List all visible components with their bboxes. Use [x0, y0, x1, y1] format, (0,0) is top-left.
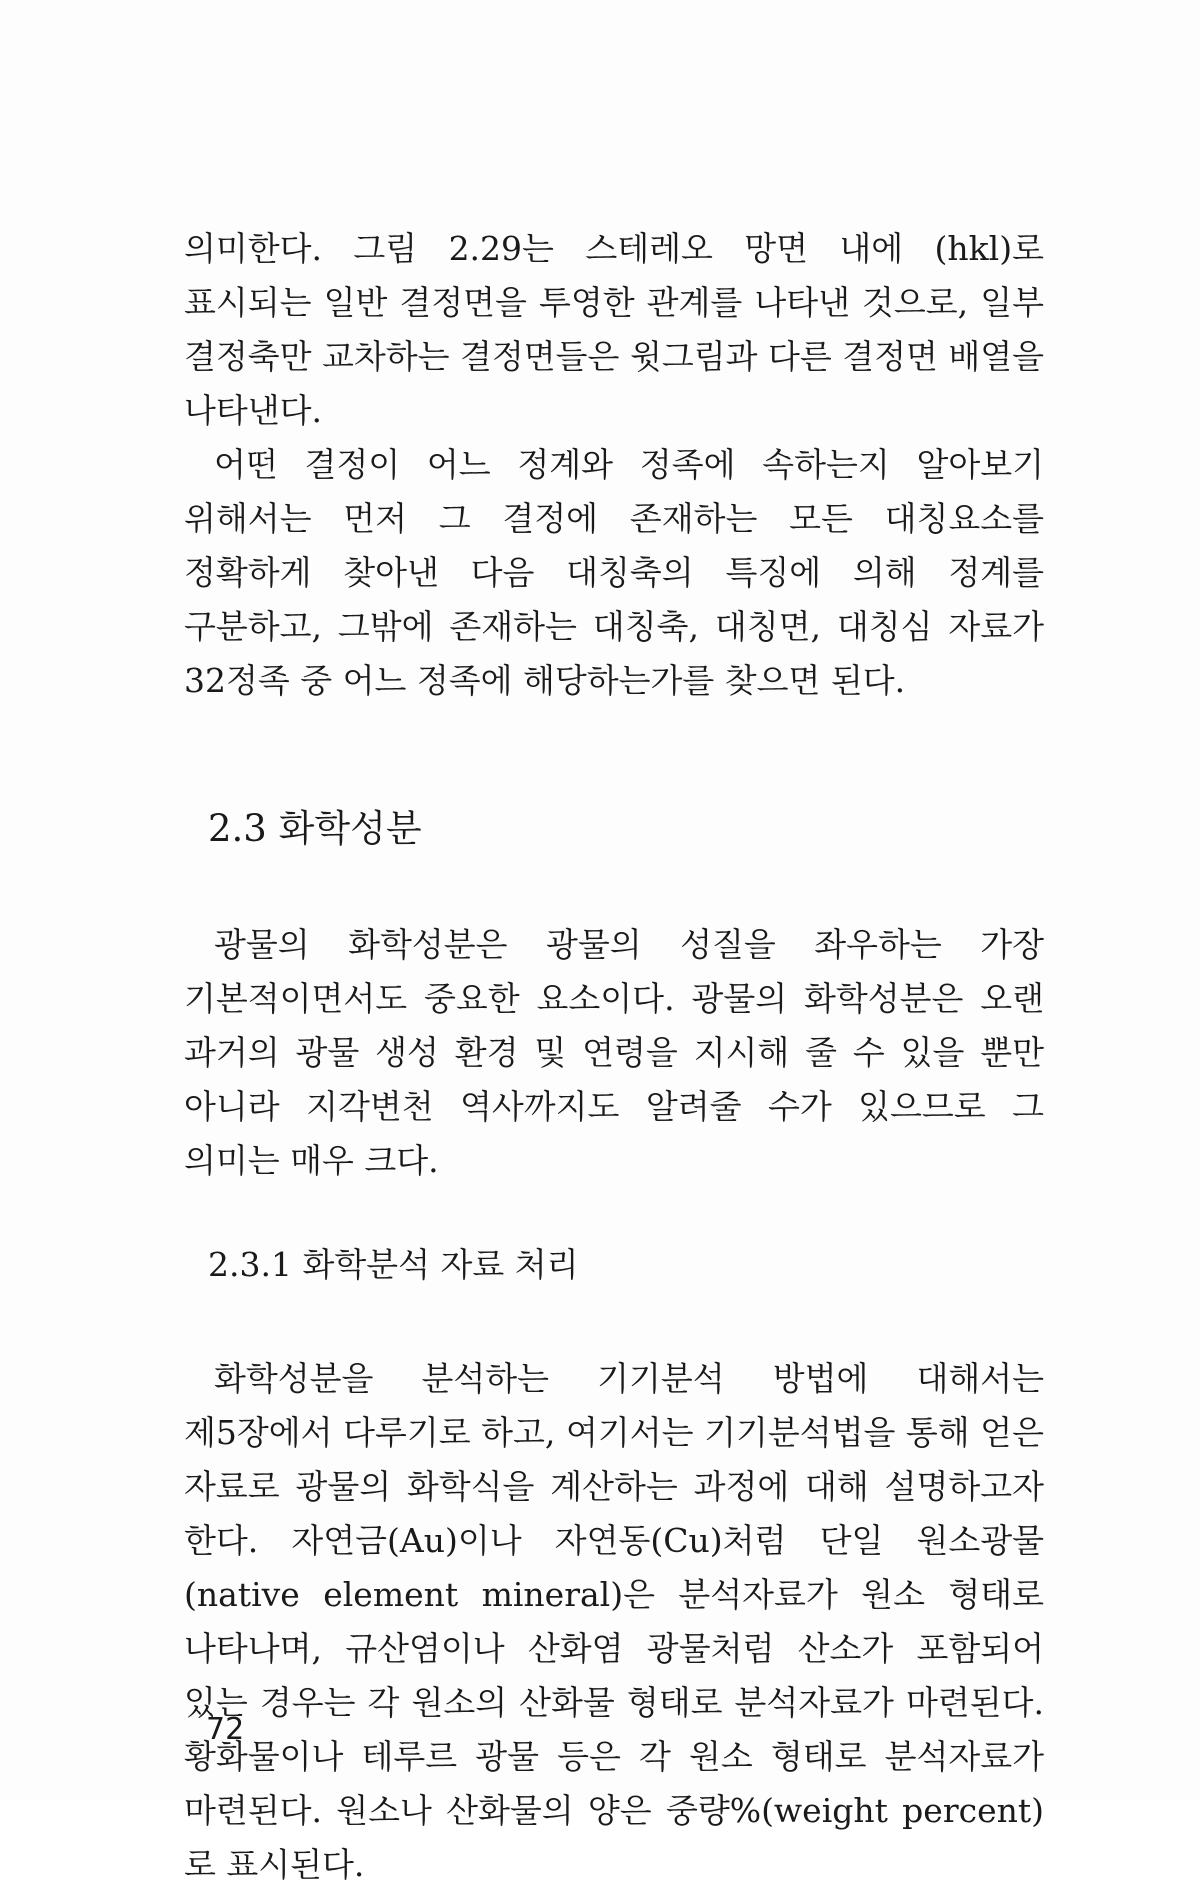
subsection-heading: 2.3.1 화학분석 자료 처리 [208, 1245, 579, 1284]
page-number: 72 [206, 1712, 245, 1747]
section-heading: 2.3 화학성분 [208, 807, 422, 850]
paragraph-crystal-classes: 어떤 결정이 어느 정계와 정족에 속하는지 알아보기 위해서는 먼저 그 결정에 존재하는 모든 대칭요소를 정확하게 찾아낸 다음 대칭축의 특징에 의해 정계를 구분하고, 그밖에 존재하는 대칭축, 대칭면, 대칭심 자료가 32정족 중 어느 정족에 해당하는가를 찾으면 된다. [184, 445, 1044, 700]
page-content [184, 222, 1044, 1892]
paragraph-chemical-analysis: 화학성분을 분석하는 기기분석 방법에 대해서는 제5장에서 다루기로 하고, 여기서는 기기분석법을 통해 얻은 자료로 광물의 화학식을 계산하는 과정에 대해 설명하고자 한다. 자연금(Au)이나 자연동(Cu)처럼 단일 원소광물(native element mineral)은 분석자료가 원소 형태로 나타나며, 규산염이나 산화염 광물처럼 산소가 포함되어 있는 경우는 각 원소의 산화물 형태로 분석자료가 마련된다. 황화물이나 테루르 광물 등은 각 원소 형태로 분석자료가 마련된다. 원소나 산화물의 양은 중량%(weight percent)로 표시된다. [184, 1359, 1044, 1884]
paragraph-chemical-composition: 광물의 화학성분은 광물의 성질을 좌우하는 가장 기본적이면서도 중요한 요소이다. 광물의 화학성분은 오랜 과거의 광물 생성 환경 및 연령을 지시해 줄 수 있을 뿐만 아니라 지각변천 역사까지도 알려줄 수가 있으므로 그 의미는 매우 크다. [184, 925, 1044, 1180]
paragraph-continued: 의미한다. 그림 2.29는 스테레오 망면 내에 (hkl)로 표시되는 일반 결정면을 투영한 관계를 나타낸 것으로, 일부 결정축만 교차하는 결정면들은 윗그림과 다른 결정면 배열을 나타낸다. [184, 229, 1044, 430]
